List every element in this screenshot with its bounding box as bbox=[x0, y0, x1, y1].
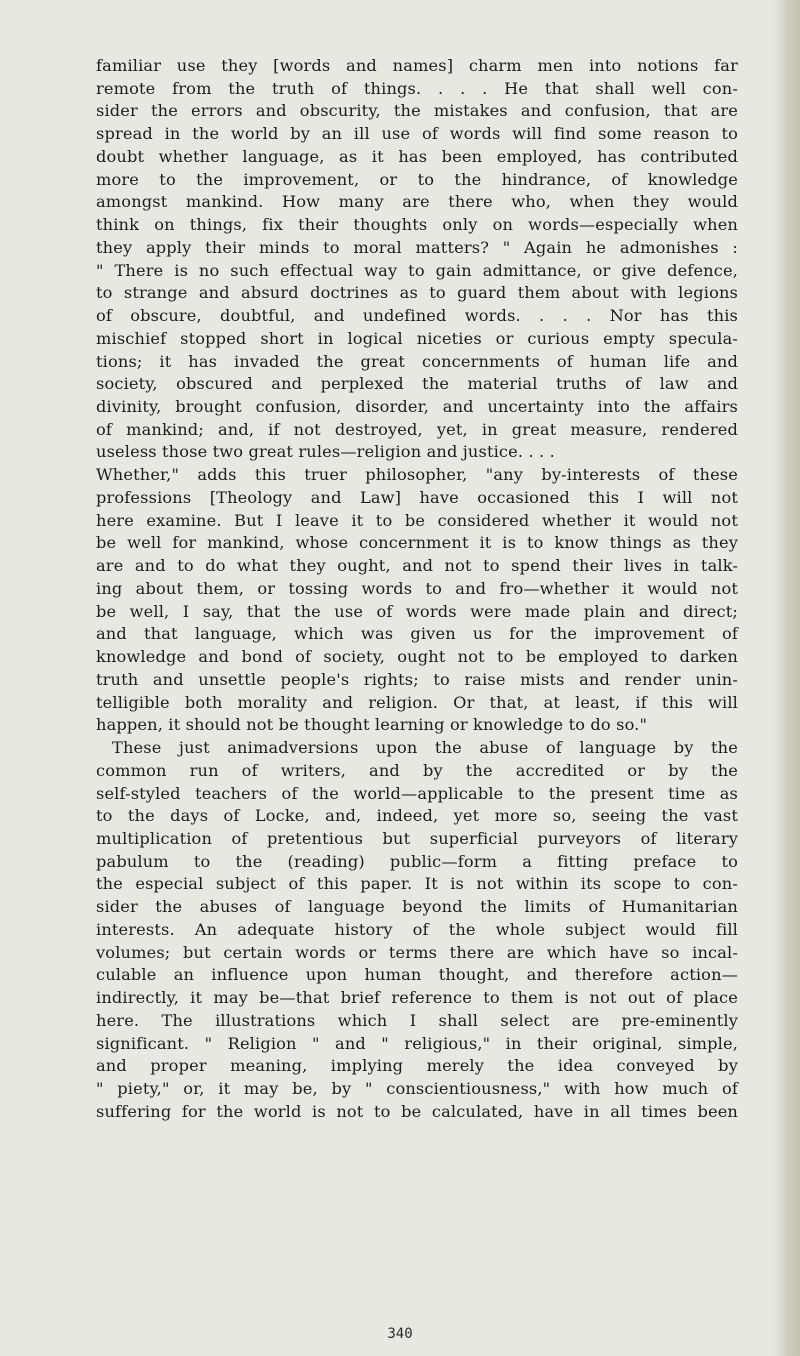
text-line: pabulum to the (reading) public—form a fitting preface to bbox=[96, 851, 738, 871]
text-line: tions; it has invaded the great concernments of human life and bbox=[96, 351, 738, 371]
text-line: professions [Theology and Law] have occasioned this I will not bbox=[96, 487, 738, 507]
text-line: are and to do what they ought, and not to spend their lives in talk- bbox=[96, 556, 738, 576]
text-line: truth and unsettle people's rights; to raise mists and render unin- bbox=[96, 669, 738, 689]
text-line: Whether," adds this truer philosopher, "any by-interests of these bbox=[96, 465, 738, 485]
text-line: remote from the truth of things. . . . He that shall well con- bbox=[96, 78, 738, 98]
text-line: be well, I say, that the use of words were made plain and direct; bbox=[96, 601, 738, 621]
text-line: and that language, which was given us for the improvement of bbox=[96, 624, 738, 644]
text-line: be well for mankind, whose concernment it is to know things as they bbox=[96, 533, 738, 553]
text-line: more to the improvement, or to the hindrance, of knowledge bbox=[96, 169, 738, 189]
text-line: divinity, brought confusion, disorder, and uncertainty into the affairs bbox=[96, 397, 738, 417]
text-line: spread in the world by an ill use of words will find some reason to bbox=[96, 124, 738, 144]
text-line: telligible both morality and religion. Or that, at least, if this will bbox=[96, 692, 738, 712]
text-line: multiplication of pretentious but superficial purveyors of literary bbox=[96, 828, 738, 848]
text-line: society, obscured and perplexed the material truths of law and bbox=[96, 374, 738, 394]
text-line: self-styled teachers of the world—applicable to the present time as bbox=[96, 783, 738, 803]
text-line: sider the abuses of language beyond the limits of Humanitarian bbox=[96, 897, 738, 917]
page-number: 340 bbox=[387, 1326, 413, 1342]
text-line: culable an influence upon human thought, and therefore action— bbox=[96, 965, 738, 985]
text-line: think on things, fix their thoughts only on words—especially when bbox=[96, 215, 738, 235]
page-edge-shadow bbox=[774, 0, 800, 1356]
text-line: here. The illustrations which I shall select are pre-eminently bbox=[96, 1010, 738, 1030]
text-line: familiar use they [words and names] charm men into notions far bbox=[96, 56, 738, 75]
body-text bbox=[96, 55, 738, 1124]
text-line: they apply their minds to moral matters? " Again he admonishes : bbox=[96, 237, 738, 257]
text-line: happen, it should not be thought learning or knowledge to do so." bbox=[96, 715, 648, 735]
text-line: mischief stopped short in logical niceties or curious empty specula- bbox=[96, 328, 738, 348]
text-line: " There is no such effectual way to gain admittance, or give defence, bbox=[96, 260, 738, 280]
text-line: here examine. But I leave it to be considered whether it would not bbox=[96, 510, 738, 530]
text-line: of mankind; and, if not destroyed, yet, in great measure, rendered bbox=[96, 419, 738, 439]
text-line: of obscure, doubtful, and undefined words. . . . Nor has this bbox=[96, 306, 738, 326]
text-line: interests. An adequate history of the whole subject would fill bbox=[96, 919, 738, 939]
text-line: significant. " Religion " and " religious," in their original, simple, bbox=[96, 1033, 738, 1053]
text-line: amongst mankind. How many are there who, when they would bbox=[96, 192, 738, 212]
text-line: ing about them, or tossing words to and fro—whether it would not bbox=[96, 578, 738, 598]
text-line: suffering for the world is not to be calculated, have in all times been bbox=[96, 1101, 738, 1121]
text-line: volumes; but certain words or terms there are which have so incal- bbox=[96, 942, 738, 962]
text-line: knowledge and bond of society, ought not to be employed to darken bbox=[96, 647, 738, 667]
text-line: indirectly, it may be—that brief reference to them is not out of place bbox=[96, 988, 738, 1008]
text-line: sider the errors and obscurity, the mistakes and confusion, that are bbox=[96, 101, 738, 121]
text-line: " piety," or, it may be, by " conscientiousness," with how much of bbox=[96, 1079, 738, 1099]
text-line: to the days of Locke, and, indeed, yet more so, seeing the vast bbox=[96, 806, 738, 826]
text-line: to strange and absurd doctrines as to guard them about with legions bbox=[96, 283, 738, 303]
text-line: useless those two great rules—religion and justice. . . . bbox=[96, 442, 555, 462]
text-line: the especial subject of this paper. It is not within its scope to con- bbox=[96, 874, 738, 894]
text-line: doubt whether language, as it has been employed, has contributed bbox=[96, 146, 738, 166]
text-line: and proper meaning, implying merely the idea conveyed by bbox=[96, 1056, 738, 1076]
text-line: These just animadversions upon the abuse of language by the bbox=[112, 738, 738, 758]
text-line: common run of writers, and by the accredited or by the bbox=[96, 760, 738, 780]
